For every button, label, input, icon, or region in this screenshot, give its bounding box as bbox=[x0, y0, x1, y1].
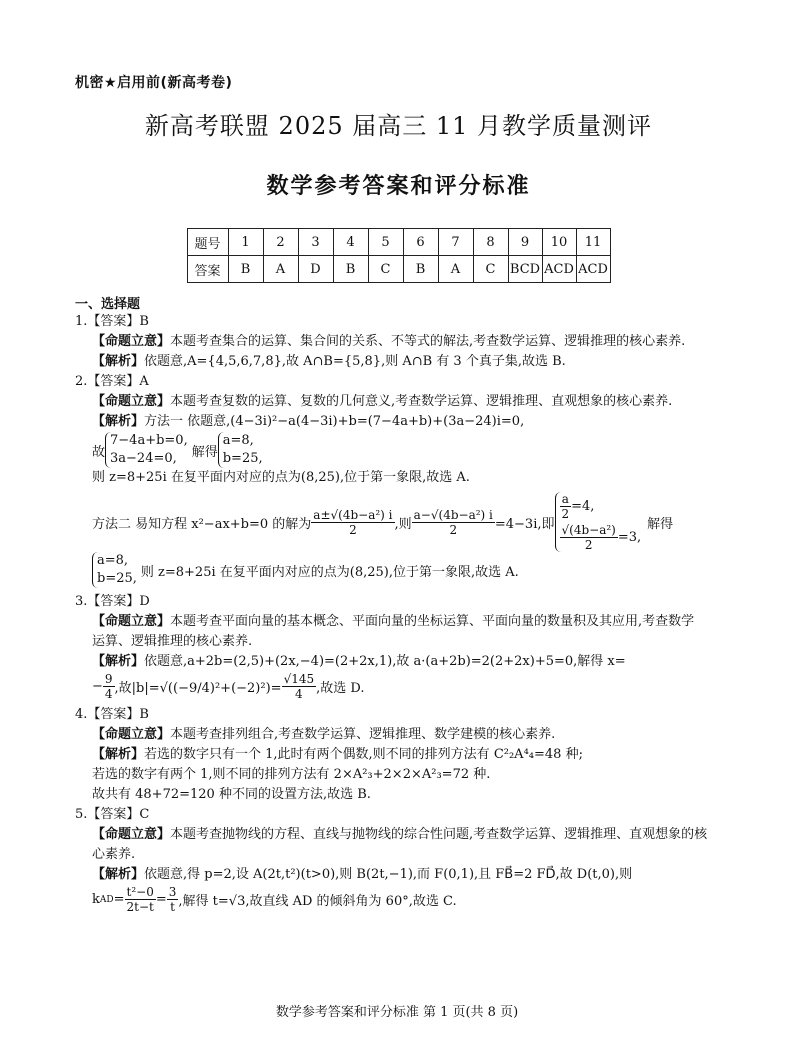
q4-solution bbox=[75, 745, 722, 765]
q5-intent-2: 心素养. bbox=[92, 847, 136, 862]
q3-intent-2: 运算、逻辑推理的核心素养. bbox=[92, 634, 253, 649]
answer-table bbox=[187, 228, 611, 283]
table-cell: 7 bbox=[438, 229, 473, 256]
solution-tag: 【解析】 bbox=[92, 867, 145, 882]
solution-tag: 【解析】 bbox=[92, 654, 145, 669]
page-footer: 数学参考答案和评分标准 第 1 页(共 8 页) bbox=[275, 1005, 519, 1020]
table-cell: B bbox=[403, 256, 438, 283]
numerator: 9 bbox=[104, 672, 113, 686]
text: 则 z=8+25i 在复平面内对应的点为(8,25),位于第一象限,故选 A. bbox=[140, 564, 519, 580]
equation-system bbox=[218, 432, 263, 468]
page-title: 新高考联盟 2025 届高三 11 月教学质量测评 bbox=[144, 112, 653, 140]
equation: 3a−24=0, bbox=[110, 451, 177, 466]
fraction bbox=[167, 885, 179, 914]
equation-system bbox=[105, 432, 188, 468]
solution-tag: 【解析】 bbox=[92, 747, 145, 762]
subscript: AD bbox=[99, 894, 114, 905]
table-cell: B bbox=[228, 256, 263, 283]
q2-answer: 2.【答案】A bbox=[75, 374, 149, 389]
table-cell: 5 bbox=[368, 229, 403, 256]
equation bbox=[560, 492, 642, 521]
table-row-answers bbox=[187, 256, 610, 283]
secret-text-2: 启用前(新高考卷) bbox=[117, 75, 233, 91]
table-cell: 6 bbox=[403, 229, 438, 256]
solution-text: 依题意,a+2b=(2,5)+(2x,−4)=(2+2x,1),故 a·(a+2b)=2(2+2x)+5=0,解得 x= bbox=[144, 654, 626, 669]
q2-method2 bbox=[75, 492, 722, 552]
text: 解得 bbox=[647, 516, 674, 532]
equation-system bbox=[92, 552, 137, 588]
intent-tag: 【命题立意】 bbox=[92, 727, 171, 742]
denominator: 2 bbox=[449, 522, 458, 537]
numerator: √(4b−a²) bbox=[561, 523, 616, 537]
text: =4−3i,即 bbox=[494, 516, 555, 532]
solution-text: 依题意,得 p=2,设 A(2t,t²)(t>0),则 B(2t,−1),而 F(0,1),且 FB⃗=2 FD⃗,故 D(t,0),则 bbox=[144, 867, 633, 882]
text: k bbox=[92, 892, 100, 907]
table-cell: ACD bbox=[576, 256, 610, 283]
numerator: a bbox=[560, 492, 572, 507]
table-cell: C bbox=[473, 256, 508, 283]
intent-tag: 【命题立意】 bbox=[92, 827, 171, 842]
denominator: 4 bbox=[295, 687, 303, 701]
row-label: 题号 bbox=[187, 229, 228, 256]
page-subtitle: 数学参考答案和评分标准 bbox=[266, 174, 531, 199]
table-row-numbers bbox=[187, 229, 610, 256]
solution-tag: 【解析】 bbox=[92, 354, 145, 369]
solution-tag: 【解析】 bbox=[92, 414, 145, 429]
table-cell: B bbox=[333, 256, 368, 283]
intent-text: 本题考查抛物线的方程、直线与抛物线的综合性问题,考查数学运算、逻辑推理、直观想象的核 bbox=[170, 827, 708, 842]
intent-text: 本题考查平面向量的基本概念、平面向量的坐标运算、平面向量的数量积及其应用,考查数学 bbox=[170, 614, 695, 629]
section-heading: 一、选择题 bbox=[75, 297, 141, 312]
table-cell: 1 bbox=[228, 229, 263, 256]
solution-text: 若选的数字只有一个 1,此时有两个偶数,则不同的排列方法有 C²₂A⁴₄=48 种; bbox=[144, 747, 583, 762]
text: 故 bbox=[92, 444, 106, 460]
text: 解得 bbox=[191, 444, 218, 460]
q1-solution bbox=[75, 352, 722, 372]
text: − bbox=[92, 679, 103, 694]
intent-tag: 【命题立意】 bbox=[92, 334, 171, 349]
table-cell: 3 bbox=[298, 229, 333, 256]
fraction bbox=[311, 508, 394, 537]
q2-method1 bbox=[75, 412, 722, 432]
intent-text: 本题考查排列组合,考查数学运算、逻辑推理、数学建模的核心素养. bbox=[170, 727, 556, 742]
text: =3, bbox=[617, 529, 642, 545]
equation bbox=[560, 523, 642, 552]
table-cell: 9 bbox=[508, 229, 542, 256]
q2-system bbox=[75, 432, 722, 468]
table-cell: A bbox=[438, 256, 473, 283]
table-cell: C bbox=[368, 256, 403, 283]
intent-tag: 【命题立意】 bbox=[92, 394, 171, 409]
denominator: t bbox=[170, 900, 175, 914]
text: ,故|b|=√((−9/4)²+(−2)²)= bbox=[114, 681, 282, 696]
fraction bbox=[560, 492, 572, 521]
equation: a=8, bbox=[97, 553, 129, 568]
star-icon: ★ bbox=[104, 75, 118, 91]
fraction bbox=[103, 672, 115, 701]
q5-intent-1 bbox=[75, 825, 722, 845]
equation: a=8, bbox=[222, 433, 254, 448]
q1-answer: 1.【答案】B bbox=[75, 314, 149, 329]
q4-solution-2: 若选的数字有两个 1,则不同的排列方法有 2×A²₃+2×2×A²₃=72 种. bbox=[92, 767, 491, 782]
denominator: 2 bbox=[349, 522, 357, 537]
table-cell: 10 bbox=[542, 229, 576, 256]
denominator: 2 bbox=[584, 538, 593, 552]
table-cell: 11 bbox=[576, 229, 610, 256]
equation: b=25, bbox=[97, 571, 137, 586]
text: = bbox=[113, 892, 125, 907]
q3-intent-1 bbox=[75, 612, 722, 632]
q5-solution bbox=[75, 865, 722, 885]
q4-solution-3: 故共有 48+72=120 种不同的设置方法,故选 B. bbox=[92, 787, 371, 802]
q1-intent bbox=[75, 332, 722, 352]
numerator: √145 bbox=[283, 672, 315, 686]
text: ,故选 D. bbox=[316, 681, 365, 696]
secret-text: 机密 bbox=[75, 75, 104, 91]
q5-solution-2 bbox=[75, 885, 722, 914]
intent-text: 本题考查复数的运算、复数的几何意义,考查数学运算、逻辑推理、直观想象的核心素养. bbox=[170, 394, 673, 409]
text: =4, bbox=[571, 498, 595, 514]
table-cell: D bbox=[298, 256, 333, 283]
q5-answer: 5.【答案】C bbox=[75, 807, 150, 822]
text: 方法二 易知方程 x²−ax+b=0 的解为 bbox=[92, 516, 312, 532]
q3-solution bbox=[75, 652, 722, 672]
q4-intent bbox=[75, 725, 722, 745]
fraction bbox=[125, 885, 156, 914]
denominator: 2t−t bbox=[126, 900, 154, 914]
equation-system bbox=[555, 492, 642, 552]
solution-text: 依题意,A={4,5,6,7,8},故 A∩B={5,8},则 A∩B 有 3 个真子集,故选 B. bbox=[144, 354, 566, 369]
solution-text: 方法一 依题意,(4−3i)²−a(4−3i)+b=(7−4a+b)+(3a−24)i=0, bbox=[144, 414, 525, 429]
q4-answer: 4.【答案】B bbox=[75, 707, 149, 722]
table-cell: ACD bbox=[542, 256, 576, 283]
intent-tag: 【命题立意】 bbox=[92, 614, 171, 629]
confidential-label bbox=[75, 72, 722, 92]
denominator: 4 bbox=[104, 687, 113, 701]
numerator: a−√(4b−a²) i bbox=[413, 507, 493, 522]
intent-text: 本题考查集合的运算、集合间的关系、不等式的解法,考查数学运算、逻辑推理的核心素养. bbox=[170, 334, 686, 349]
text: ,解得 t=√3,故直线 AD 的倾斜角为 60°,故选 C. bbox=[178, 894, 457, 909]
q2-method1-end: 则 z=8+25i 在复平面内对应的点为(8,25),位于第一象限,故选 A. bbox=[92, 470, 470, 485]
equation: b=25, bbox=[222, 451, 263, 466]
q3-answer: 3.【答案】D bbox=[75, 594, 150, 609]
fraction bbox=[412, 508, 495, 537]
text: = bbox=[155, 892, 167, 907]
table-cell: BCD bbox=[508, 256, 542, 283]
text: ,则 bbox=[394, 516, 412, 532]
row-label: 答案 bbox=[187, 256, 228, 283]
numerator: 3 bbox=[168, 885, 177, 899]
fraction bbox=[282, 672, 317, 701]
table-cell: 4 bbox=[333, 229, 368, 256]
table-cell: 8 bbox=[473, 229, 508, 256]
q3-solution-2 bbox=[75, 672, 722, 701]
numerator: t²−0 bbox=[125, 885, 156, 900]
numerator: a±√(4b−a²) i bbox=[313, 507, 393, 522]
fraction bbox=[560, 523, 618, 552]
denominator: 2 bbox=[561, 507, 570, 521]
q2-intent bbox=[75, 392, 722, 412]
table-cell: A bbox=[263, 256, 298, 283]
q2-method2-end bbox=[75, 552, 722, 588]
equation: 7−4a+b=0, bbox=[110, 433, 188, 448]
table-cell: 2 bbox=[263, 229, 298, 256]
